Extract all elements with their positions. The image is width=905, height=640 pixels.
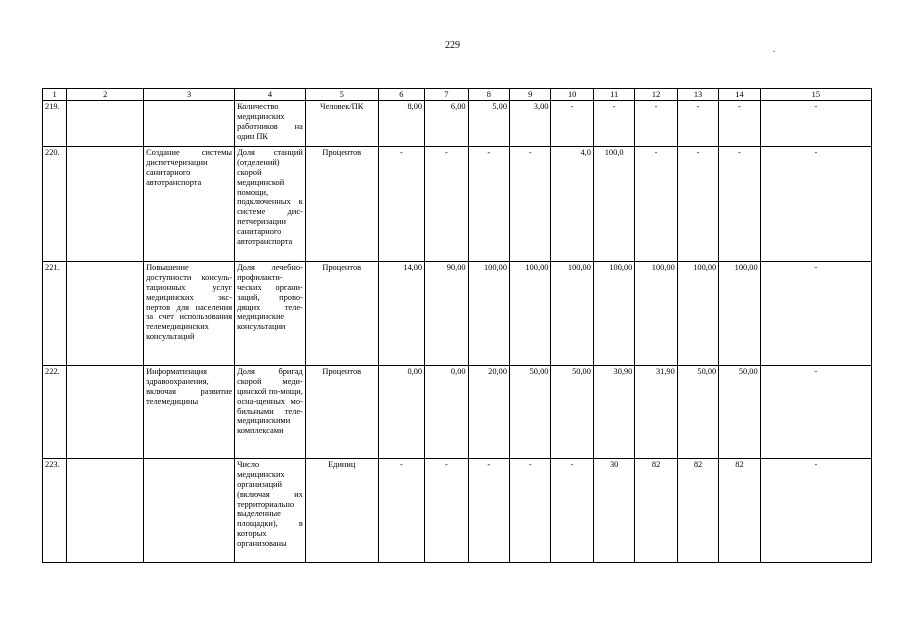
cell-col2	[67, 459, 144, 563]
cell-indicator: Доля лечебно-профилакти-ческих органи-заций, прово-дящих теле-медицинские консультации	[235, 262, 306, 366]
cell-col15: -	[760, 262, 871, 366]
cell-value: 8,00	[378, 101, 425, 147]
cell-value: 100,00	[468, 262, 509, 366]
cell-value: 50,00	[677, 366, 718, 459]
cell-value: 82	[635, 459, 677, 563]
header-cell: 5	[305, 89, 378, 101]
header-cell: 13	[677, 89, 718, 101]
row-number: 221.	[43, 262, 67, 366]
table-row	[43, 366, 872, 459]
cell-unit: Процентов	[305, 366, 378, 459]
cell-value: 100,00	[719, 262, 760, 366]
cell-value: 0,00	[425, 366, 468, 459]
header-cell: 1	[43, 89, 67, 101]
cell-value: 100,0	[593, 147, 634, 262]
cell-value: 5,00	[468, 101, 509, 147]
row-number: 223.	[43, 459, 67, 563]
cell-value: -	[677, 101, 718, 147]
cell-col2	[67, 366, 144, 459]
cell-value: 0,00	[378, 366, 425, 459]
cell-value: -	[551, 101, 593, 147]
cell-value: -	[425, 459, 468, 563]
table-row	[43, 101, 872, 147]
cell-value: 31,90	[635, 366, 677, 459]
cell-unit: Человек/ПК	[305, 101, 378, 147]
cell-col2	[67, 262, 144, 366]
cell-measure: Создание системы диспетчеризации санитарного автотранспорта	[144, 147, 235, 262]
cell-col2	[67, 101, 144, 147]
cell-value: 82	[719, 459, 760, 563]
cell-value: -	[468, 459, 509, 563]
cell-value: 100,00	[635, 262, 677, 366]
cell-value: 4,0	[551, 147, 593, 262]
row-number: 222.	[43, 366, 67, 459]
cell-value: 50,00	[551, 366, 593, 459]
header-cell: 11	[593, 89, 634, 101]
cell-value: -	[510, 147, 551, 262]
cell-value: 100,00	[677, 262, 718, 366]
cell-col2	[67, 147, 144, 262]
cell-value: 30	[593, 459, 634, 563]
cell-value: 100,00	[551, 262, 593, 366]
cell-indicator: Доля бригад скорой меди-цинской по-мощи, осна-щенных мо-бильными теле-медицинскими комплексами	[235, 366, 306, 459]
cell-unit: Процентов	[305, 147, 378, 262]
cell-value: 6,00	[425, 101, 468, 147]
header-cell: 10	[551, 89, 593, 101]
cell-value: -	[468, 147, 509, 262]
header-cell: 7	[425, 89, 468, 101]
table-row	[43, 147, 872, 262]
cell-value: -	[378, 147, 425, 262]
header-cell: 12	[635, 89, 677, 101]
cell-unit: Процентов	[305, 262, 378, 366]
cell-value: -	[425, 147, 468, 262]
cell-value: -	[551, 459, 593, 563]
cell-value: -	[378, 459, 425, 563]
cell-value: 3,00	[510, 101, 551, 147]
cell-value: 50,00	[510, 366, 551, 459]
cell-measure	[144, 459, 235, 563]
cell-value: -	[593, 101, 634, 147]
cell-col15: -	[760, 147, 871, 262]
header-cell: 4	[235, 89, 306, 101]
cell-value: 90,00	[425, 262, 468, 366]
row-number: 219.	[43, 101, 67, 147]
header-cell: 9	[510, 89, 551, 101]
table-row	[43, 262, 872, 366]
cell-value: 50,00	[719, 366, 760, 459]
cell-col15: -	[760, 366, 871, 459]
cell-indicator: Количество медицинских работников на один ПК	[235, 101, 306, 147]
cell-col15: -	[760, 459, 871, 563]
row-number: 220.	[43, 147, 67, 262]
cell-value: -	[719, 101, 760, 147]
cell-unit: Единиц	[305, 459, 378, 563]
cell-value: 82	[677, 459, 718, 563]
cell-value: -	[719, 147, 760, 262]
page-number: 229	[445, 40, 460, 51]
indicator-table	[42, 88, 872, 563]
cell-value: 30,90	[593, 366, 634, 459]
corner-mark: .	[773, 44, 776, 54]
cell-measure: Информатизация здравоохранения, включая развитие телемедицины	[144, 366, 235, 459]
header-cell: 8	[468, 89, 509, 101]
cell-col15: -	[760, 101, 871, 147]
header-cell: 14	[719, 89, 760, 101]
cell-value: -	[635, 101, 677, 147]
cell-indicator: Число медицинских организаций (включая их территориально выделенные площадки), в которых организованы	[235, 459, 306, 563]
header-cell: 6	[378, 89, 425, 101]
cell-value: 100,00	[510, 262, 551, 366]
cell-value: 20,00	[468, 366, 509, 459]
cell-measure: Повышение доступности консуль-тационных услуг медицинских экс-пертов для населения за счет использования телемедицинских консультаций	[144, 262, 235, 366]
header-cell: 3	[144, 89, 235, 101]
cell-measure	[144, 101, 235, 147]
cell-value: -	[635, 147, 677, 262]
cell-value: -	[677, 147, 718, 262]
header-row	[43, 89, 872, 101]
cell-value: 14,00	[378, 262, 425, 366]
table-row	[43, 459, 872, 563]
header-cell: 2	[67, 89, 144, 101]
cell-value: 100,00	[593, 262, 634, 366]
cell-value: -	[510, 459, 551, 563]
header-cell: 15	[760, 89, 871, 101]
cell-indicator: Доля станций (отделений) скорой медицинской помощи, подключенных к системе дис-петчеризации санитарного автотранспорта	[235, 147, 306, 262]
